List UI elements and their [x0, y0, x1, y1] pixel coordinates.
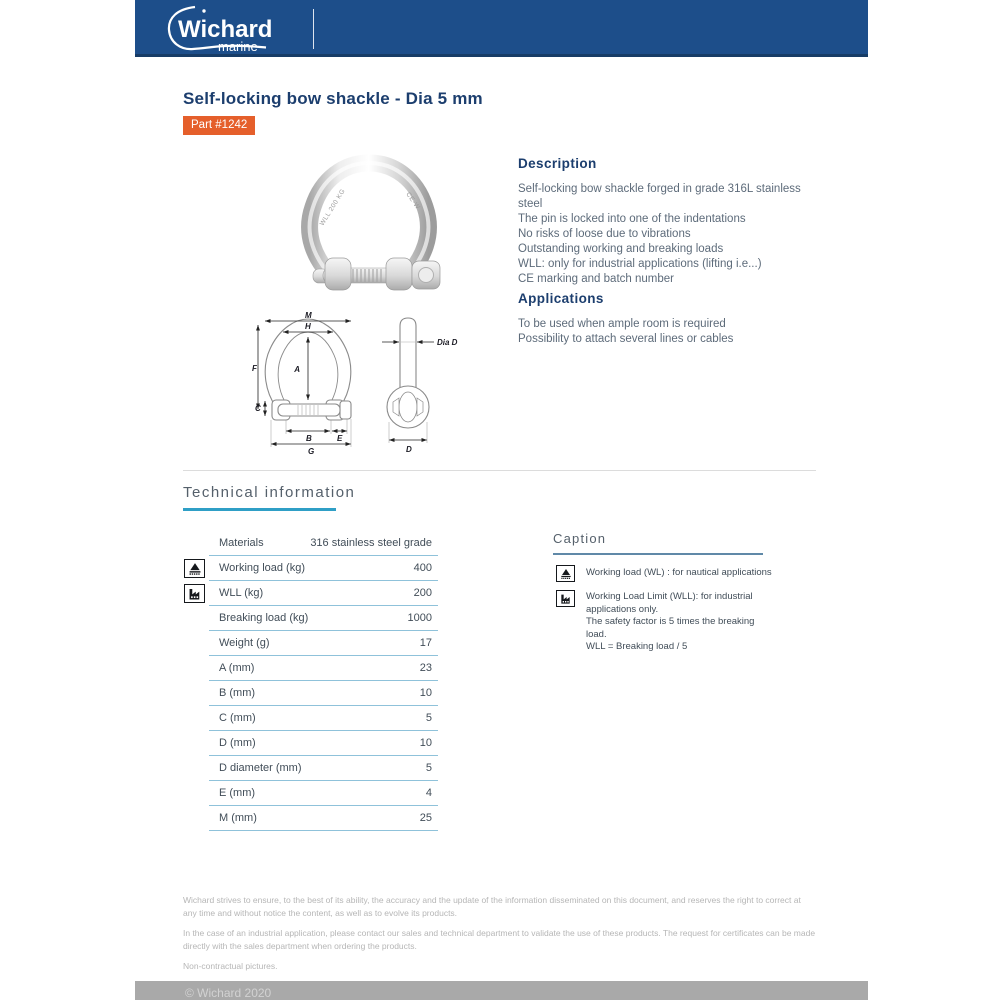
registered-mark-icon	[202, 9, 205, 12]
sailboat-icon	[556, 565, 575, 582]
description-text	[518, 182, 818, 287]
table-row	[209, 656, 438, 681]
row-label: Materials	[219, 537, 264, 549]
dim-label-f: F	[252, 364, 257, 373]
product-photo	[283, 142, 455, 302]
dim-label-c: C	[255, 404, 261, 413]
description-line: CE marking and batch number	[518, 273, 674, 285]
description-line: Self-locking bow shackle forged in grade 316L stainless steel	[518, 183, 801, 210]
technical-table	[209, 531, 438, 831]
table-row	[209, 731, 438, 756]
caption-line: WLL = Breaking load / 5	[586, 641, 688, 652]
row-label: Weight (g)	[219, 637, 270, 649]
row-value: 25	[419, 812, 432, 824]
row-label: D diameter (mm)	[219, 762, 302, 774]
description-line: WLL: only for industrial applications (lifting i.e...)	[518, 258, 762, 270]
applications-line: Possibility to attach several lines or cables	[518, 333, 734, 345]
engraving-left: WLL 200 KG	[318, 187, 347, 228]
section-divider	[183, 470, 816, 471]
dim-label-a: A	[294, 365, 300, 374]
table-row	[209, 531, 438, 556]
table-row	[209, 756, 438, 781]
brand-sub: marine	[218, 39, 258, 54]
dim-label-e: E	[337, 434, 343, 443]
pin-head-hole	[419, 268, 434, 283]
left-lug	[325, 258, 351, 290]
row-value: 5	[425, 762, 432, 774]
caption-line: applications only.	[586, 603, 659, 615]
technical-underline	[183, 508, 336, 511]
table-row	[209, 781, 438, 806]
table-row	[209, 631, 438, 656]
right-lug	[386, 258, 412, 290]
table-row	[209, 706, 438, 731]
applications-heading: Applications	[518, 291, 604, 306]
header-bar	[135, 0, 868, 57]
row-value: 1000	[407, 612, 432, 624]
part-number-badge: Part #1242	[183, 116, 255, 135]
table-row	[209, 581, 438, 606]
disclaimer-paragraph: Non-contractual pictures.	[183, 961, 278, 971]
side-view-pin	[387, 318, 429, 428]
disclaimer-paragraph: In the case of an industrial application, please contact our sales and technical department to validate the use of these products. The request for certificates can be made directly with the sales department when ordering the products.	[183, 928, 816, 951]
dim-label-g: G	[308, 447, 315, 456]
row-value: 17	[419, 637, 432, 649]
dim-label-h: H	[305, 322, 311, 331]
dim-label-dia-d: Dia D	[437, 338, 458, 347]
table-row	[209, 806, 438, 831]
caption-item-working-load: Working load (WL) : for nautical applications	[586, 567, 772, 578]
caption-line: Working Load Limit (WLL): for industrial	[586, 591, 753, 602]
caption-line: The safety factor is 5 times the breaking load.	[586, 616, 755, 640]
footer-disclaimer	[183, 894, 816, 980]
row-label: Breaking load (kg)	[219, 612, 309, 624]
table-row	[209, 681, 438, 706]
dim-label-m: M	[305, 311, 312, 320]
factory-icon	[556, 590, 575, 607]
dim-label-d: D	[406, 445, 412, 454]
description-line: No risks of loose due to vibrations	[518, 228, 691, 240]
description-heading: Description	[518, 156, 597, 171]
row-value: 5	[425, 712, 432, 724]
dim-label-b: B	[306, 434, 312, 443]
wichard-logo	[165, 3, 315, 55]
row-value: 10	[419, 687, 432, 699]
applications-line: To be used when ample room is required	[518, 318, 726, 330]
row-label: A (mm)	[219, 662, 255, 674]
row-value: 10	[419, 737, 432, 749]
row-value: 23	[419, 662, 432, 674]
copyright-text: © Wichard 2020	[185, 986, 272, 1000]
bottom-bar	[135, 981, 868, 1000]
caption-item-wll	[586, 591, 771, 654]
engraving-right: CE-W	[404, 191, 422, 211]
sailboat-icon	[184, 559, 205, 578]
page-title: Self-locking bow shackle - Dia 5 mm	[183, 89, 483, 108]
row-label: D (mm)	[219, 737, 256, 749]
row-value: 200	[413, 587, 432, 599]
factory-icon	[184, 584, 205, 603]
caption-heading: Caption	[553, 531, 607, 546]
row-label: C (mm)	[219, 712, 256, 724]
row-value: 400	[413, 562, 432, 574]
technical-drawing	[252, 310, 468, 456]
row-value: 4	[425, 787, 432, 799]
brand-name: Wichard	[178, 16, 273, 43]
row-label: Working load (kg)	[219, 562, 305, 574]
row-label: E (mm)	[219, 787, 256, 799]
header-divider	[313, 9, 314, 49]
description-line: The pin is locked into one of the indentations	[518, 213, 746, 225]
caption-underline	[553, 553, 763, 555]
description-line: Outstanding working and breaking loads	[518, 243, 724, 255]
applications-text	[518, 317, 818, 347]
row-label: M (mm)	[219, 812, 257, 824]
row-label: B (mm)	[219, 687, 256, 699]
row-label: WLL (kg)	[219, 587, 264, 599]
table-row	[209, 556, 438, 581]
technical-heading: Technical information	[183, 484, 356, 501]
row-value: 316 stainless steel grade	[310, 537, 432, 549]
disclaimer-paragraph: Wichard strives to ensure, to the best of its ability, the accuracy and the update of the information disseminated on this document, and reserves the right to correct at any time and without notice the content, as well as to evolve its products.	[183, 895, 801, 918]
table-row	[209, 606, 438, 631]
